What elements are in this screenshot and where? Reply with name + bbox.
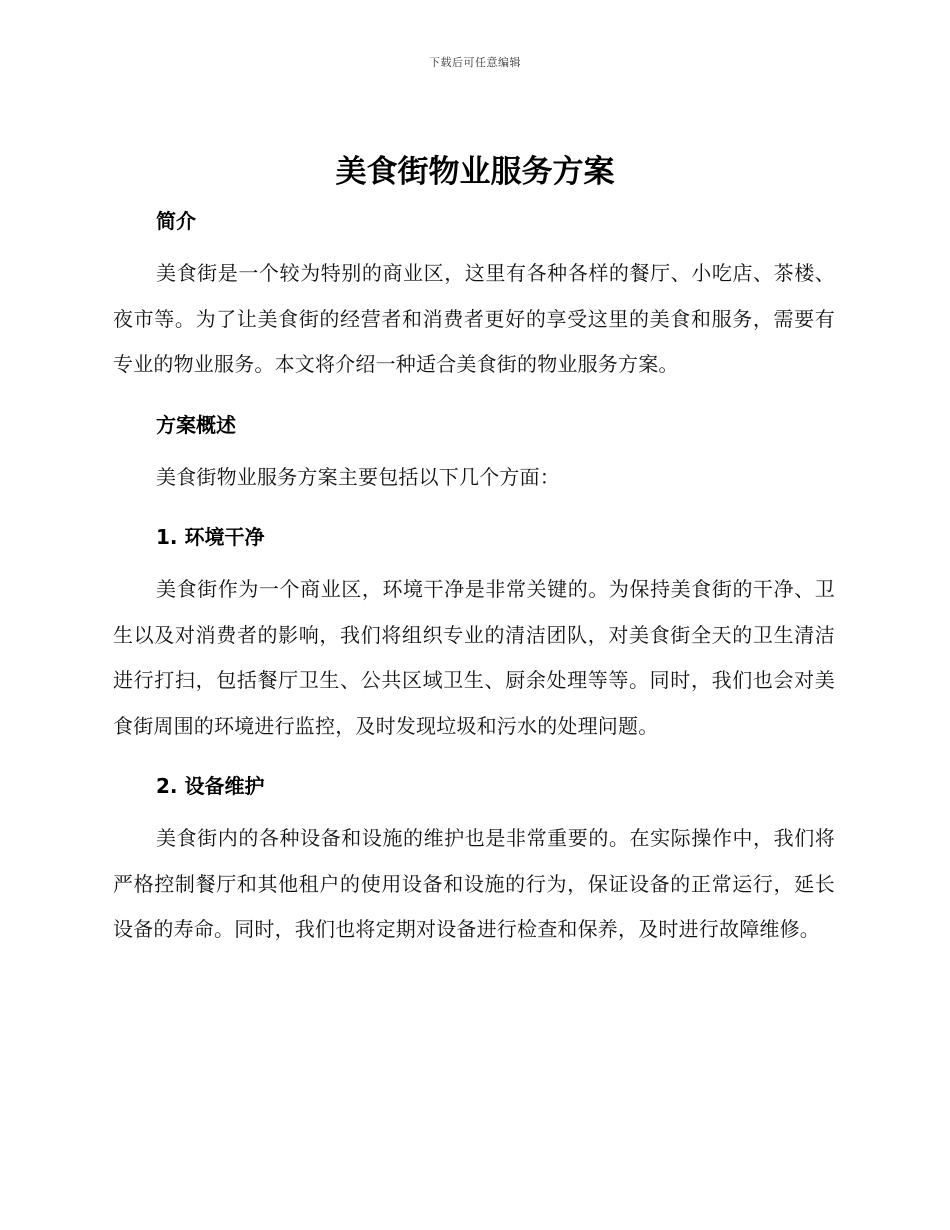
section-heading-intro: 简介: [156, 209, 196, 233]
section-heading-cleanliness: 1. 环境干净: [156, 525, 265, 549]
paragraph-cleanliness: 美食街作为一个商业区，环境干净是非常关键的。为保持美食街的干净、卫生以及对消费者的影响，我们将组织专业的清洁团队，对美食街全天的卫生清洁进行打扫，包括餐厅卫生、公共区域卫生、厨余处理等等。同时，我们也会对美食街周围的环境进行监控，及时发现垃圾和污水的处理问题。: [113, 577, 835, 738]
section-heading-overview: 方案概述: [156, 412, 236, 437]
paragraph-maintenance: 美食街内的各种设备和设施的维护也是非常重要的。在实际操作中，我们将严格控制餐厅和其他租户的使用设备和设施的行为，保证设备的正常运行，延长设备的寿命。同时，我们也将定期对设备进行检查和保养，及时进行故障维修。: [113, 826, 835, 941]
page-header-note: 下载后可任意编辑: [429, 56, 521, 69]
paragraph-intro: 美食街是一个较为特别的商业区，这里有各种各样的餐厅、小吃店、茶楼、夜市等。为了让美食街的经营者和消费者更好的享受这里的美食和服务，需要有专业的物业服务。本文将介绍一种适合美食街的物业服务方案。: [113, 261, 835, 376]
document-body: [113, 204, 835, 953]
paragraph-overview: 美食街物业服务方案主要包括以下几个方面：: [156, 464, 560, 489]
document-title: 美食街物业服务方案: [335, 154, 615, 190]
section-heading-maintenance: 2. 设备维护: [156, 774, 265, 798]
